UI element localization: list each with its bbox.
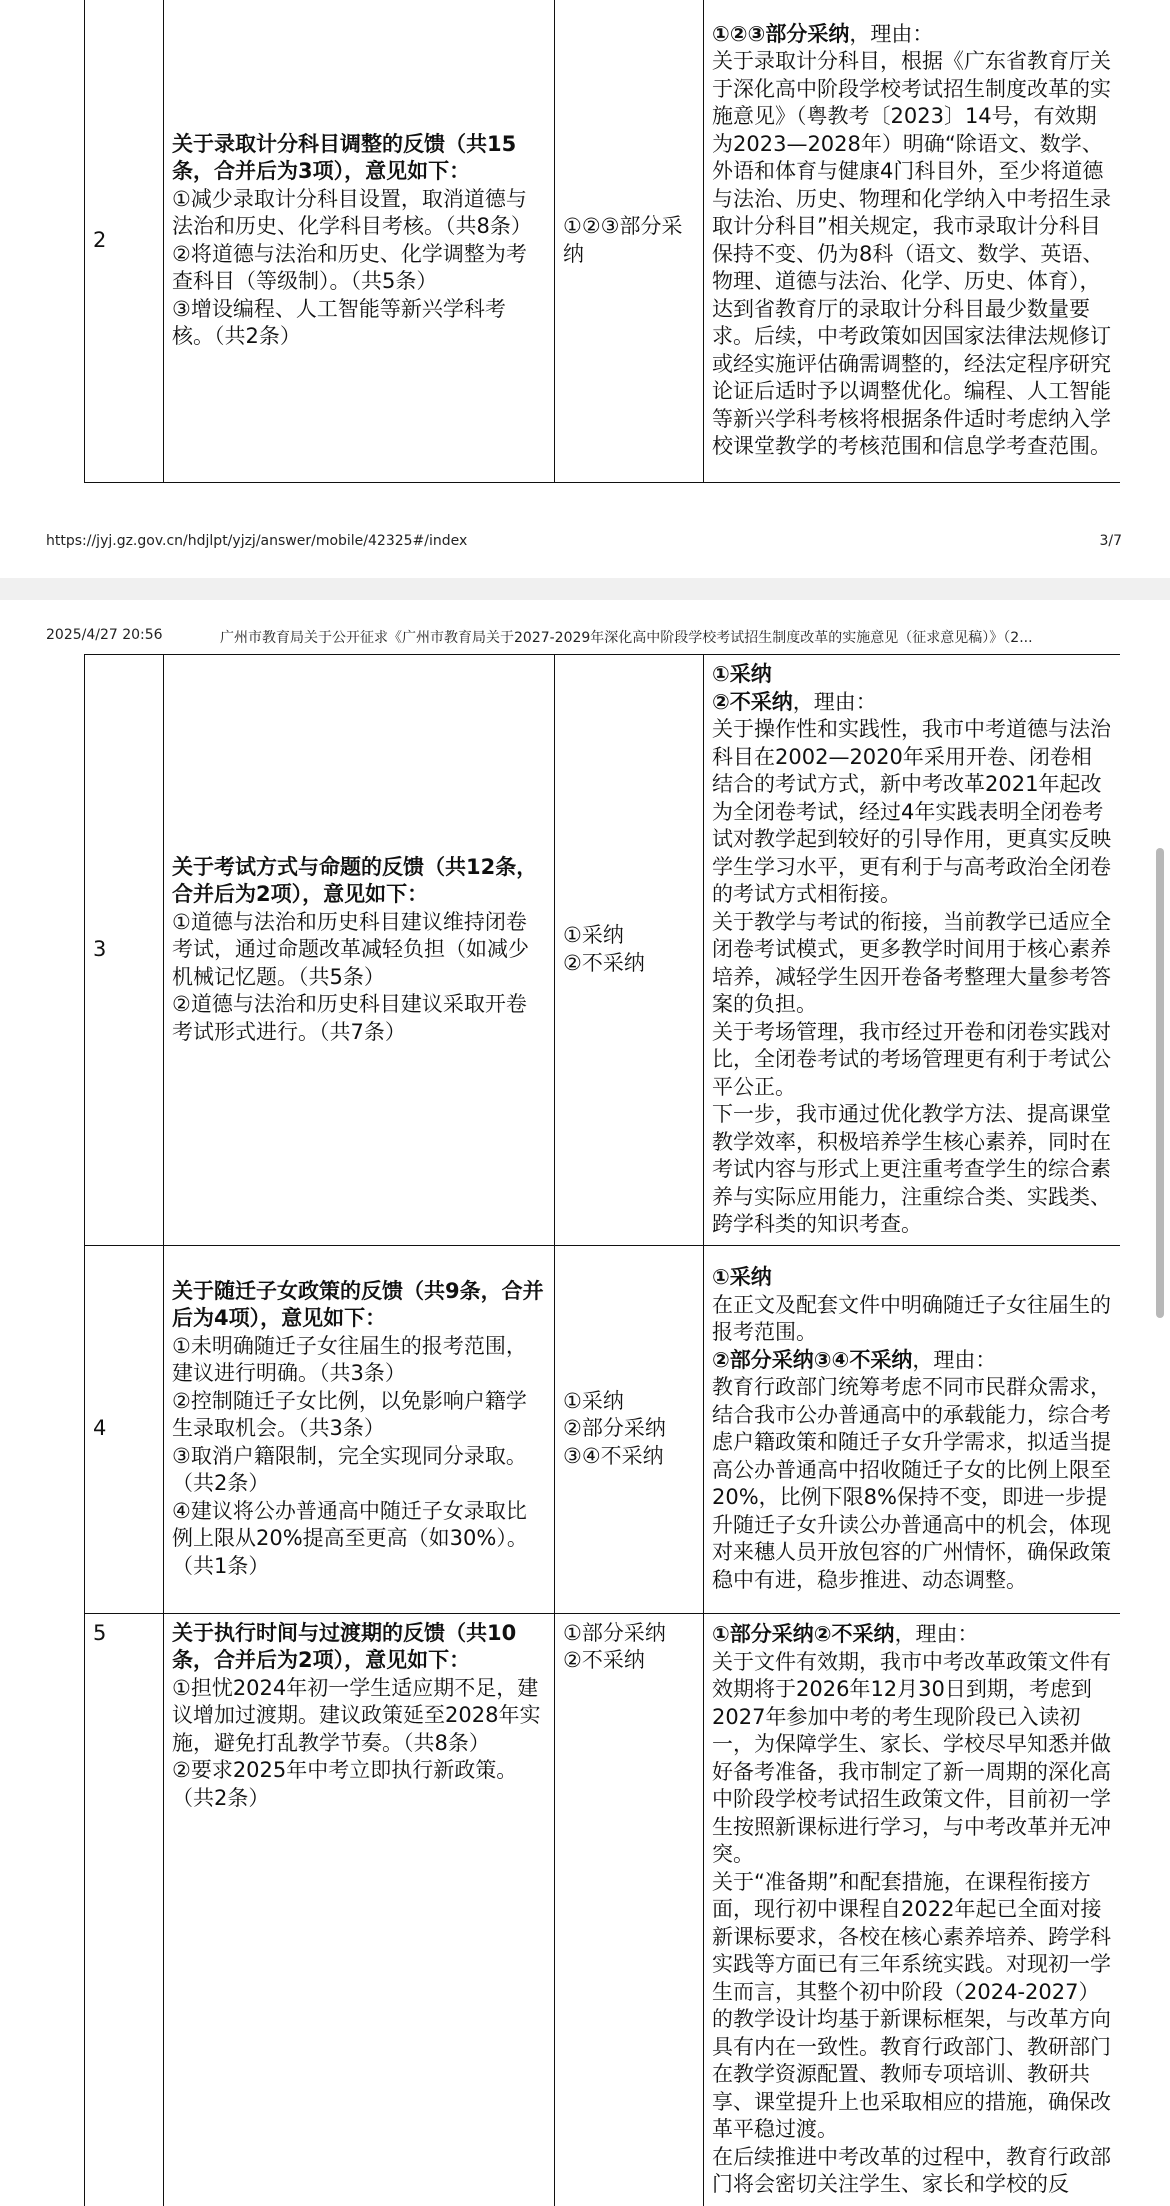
feedback-item: ②要求2025年中考立即执行新政策。（共2条）	[172, 1758, 518, 1810]
page-4-fragment	[0, 600, 1170, 2204]
feedback-item: ①道德与法治和历史科目建议维持闭卷考试，通过命题改革减轻负担（如减少机械记忆题。（共5条）	[172, 909, 529, 989]
feedback-item: ①担忧2024年初一学生适应期不足，建议增加过渡期。建议政策延至2028年实施，避免打乱教学节奏。（共8条）	[172, 1675, 541, 1755]
result-line: ①②③部分采纳	[563, 214, 683, 266]
table-row	[85, 655, 1121, 1246]
feedback-item: ③取消户籍限制，完全实现同分录取。（共2条）	[172, 1443, 527, 1496]
reason-paragraph: 关于操作性和实践性，我市中考道德与法治科目在2002—2020年采用开卷、闭卷相结合的考试方式，新中考改革2021年起改为全闭卷考试，经过4年实践表明全闭卷考试对教学起到较好的引导作用，更真实反映学生学习水平，更有利于与高考政治全闭卷的考试方式相衔接。	[712, 717, 1111, 906]
reason-heading-suffix: ，理由：	[894, 1622, 979, 1646]
feedback-table-page4	[84, 654, 1120, 2206]
reason-heading: ①②③部分采纳	[712, 21, 850, 46]
feedback-item: ③增设编程、人工智能等新兴学科考核。（共2条）	[172, 296, 506, 349]
header-datetime: 2025/4/27 20:56	[46, 627, 163, 643]
reason-paragraph: 关于教学与考试的衔接，当前教学已适应全闭卷考试模式，更多教学时间用于核心素养培养，减轻学生因开卷备考整理大量参考答案的负担。	[712, 909, 1111, 1016]
feedback-item: ④建议将公办普通高中随迁子女录取比例上限从20%提高至更高（如30%）。（共1条）	[172, 1498, 528, 1578]
feedback-title: 关于随迁子女政策的反馈（共9条，合并后为4项），意见如下：	[172, 1278, 544, 1331]
reason-heading-suffix: ，理由：	[792, 689, 877, 714]
result-line: ②不采纳	[563, 950, 645, 975]
footer-page-number: 3/7	[1099, 533, 1122, 549]
reason-heading: ①采纳	[712, 1265, 772, 1289]
result-cell	[555, 655, 704, 1246]
feedback-title: 关于录取计分科目调整的反馈（共15条，合并后为3项），意见如下：	[172, 131, 517, 184]
feedback-item: ②道德与法治和历史科目建议采取开卷考试形式进行。（共7条）	[172, 992, 527, 1044]
page-3-fragment	[0, 0, 1170, 578]
result-cell	[555, 1613, 704, 2206]
reason-heading: ①采纳	[712, 662, 772, 686]
feedback-cell	[164, 1245, 555, 1613]
result-cell	[555, 0, 704, 482]
feedback-cell	[164, 1613, 555, 2206]
reason-paragraph: 关于“准备期”和配套措施，在课程衔接方面，现行初中课程自2022年起已全面对接新课标要求，各校在核心素养培养、跨学科实践等方面已有三年系统实践。对现初一学生而言，其整个初中阶段（2024-2027）的教学设计均基于新课标框架，与改革方向具有内在一致性。教育行政部门、教研部门在教学资源配置、教师专项培训、教研共享、课堂提升上也采取相应的措施，确保改革平稳过渡。	[712, 1869, 1111, 2141]
feedback-item: ①减少录取计分科目设置，取消道德与法治和历史、化学科目考核。（共8条）	[172, 186, 532, 239]
feedback-item: ②控制随迁子女比例，以免影响户籍学生录取机会。（共3条）	[172, 1388, 527, 1441]
reason-cell	[704, 0, 1121, 482]
result-line: ③④不采纳	[563, 1443, 664, 1468]
table-row	[85, 0, 1121, 482]
row-number: 2	[85, 0, 164, 482]
reason-heading-suffix: ，理由：	[912, 1347, 997, 1372]
result-line: ①采纳	[563, 923, 624, 948]
result-line: ①部分采纳	[563, 1620, 666, 1645]
vertical-scrollbar[interactable]	[1156, 848, 1164, 1318]
result-line: ②不采纳	[563, 1648, 645, 1672]
reason-heading-suffix: ，理由：	[849, 21, 934, 46]
row-number: 5	[85, 1613, 164, 2206]
reason-heading: ②不采纳	[712, 689, 793, 714]
reason-cell	[704, 655, 1121, 1246]
feedback-item: ①未明确随迁子女往届生的报考范围，建议进行明确。（共3条）	[172, 1333, 527, 1386]
feedback-item: ②将道德与法治和历史、化学调整为考查科目（等级制）。（共5条）	[172, 241, 527, 294]
reason-paragraph: 关于文件有效期，我市中考改革政策文件有效期将于2026年12月30日到期，考虑到2027年参加中考的考生现阶段已入读初一，为保障学生、家长、学校尽早知悉并做好备考准备，我市制定了新一周期的深化高中阶段学校考试招生政策文件，目前初一学生按照新课标进行学习，与中考改革并无冲突。	[712, 1649, 1111, 1866]
reason-heading: ①部分采纳②不采纳	[712, 1622, 895, 1646]
reason-cell	[704, 1613, 1121, 2206]
row-number: 4	[85, 1245, 164, 1613]
row-number: 3	[85, 655, 164, 1246]
reason-heading: ②部分采纳③④不采纳	[712, 1347, 913, 1372]
reason-paragraph: 关于考场管理，我市经过开卷和闭卷实践对比，全闭卷考试的考场管理更有利于考试公平公正。	[712, 1019, 1111, 1099]
reason-paragraph: 在正文及配套文件中明确随迁子女往届生的报考范围。	[712, 1292, 1111, 1344]
reason-paragraph: 教育行政部门统筹考虑不同市民群众需求，结合我市公办普通高中的承载能力，综合考虑户籍政策和随迁子女升学需求，拟适当提高公办普通高中招收随迁子女的比例上限至20%，比例下限8%保持不变，即进一步提升随迁子女升读公办普通高中的机会，体现对来穗人员开放包容的广州情怀，确保政策稳中有进，稳步推进、动态调整。	[712, 1375, 1111, 1592]
reason-paragraph: 在后续推进中考改革的过程中，教育行政部门将会密切关注学生、家长和学校的反	[712, 2144, 1111, 2196]
feedback-title: 关于考试方式与命题的反馈（共12条，合并后为2项），意见如下：	[172, 854, 538, 906]
reason-cell	[704, 1245, 1121, 1613]
feedback-cell	[164, 0, 555, 482]
feedback-cell	[164, 655, 555, 1246]
table-row	[85, 1245, 1121, 1613]
result-cell	[555, 1245, 704, 1613]
reason-paragraph: 下一步，我市通过优化教学方法、提高课堂教学效率，积极培养学生核心素养，同时在考试内容与形式上更注重考查学生的综合素养与实际应用能力，注重综合类、实践类、跨学科类的知识考查。	[712, 1102, 1111, 1236]
footer-url: https://jyj.gz.gov.cn/hdjlpt/yjzj/answer/mobile/42325#/index	[46, 533, 468, 549]
result-line: ①采纳	[563, 1388, 624, 1413]
result-line: ②部分采纳	[563, 1416, 666, 1441]
table-row	[85, 1613, 1121, 2206]
reason-paragraph: 关于录取计分科目，根据《广东省教育厅关于深化高中阶段学校考试招生制度改革的实施意见》（粤教考〔2023〕14号，有效期为2023—2028年）明确“除语文、数学、外语和体育与健康4门科目外，至少将道德与法治、历史、物理和化学纳入中考招生录取计分科目”相关规定，我市录取计分科目保持不变、仍为8科（语文、数学、英语、物理、道德与法治、化学、历史、体育），达到省教育厅的录取计分科目最少数量要求。后续，中考政策如因国家法律法规修订或经实施评估确需调整的，经法定程序研究论证后适时予以调整优化。编程、人工智能等新兴学科考核将根据条件适时考虑纳入学校课堂教学的考核范围和信息学考查范围。	[712, 49, 1111, 459]
feedback-table-page3	[84, 0, 1120, 483]
page-gap	[0, 578, 1170, 600]
feedback-title: 关于执行时间与过渡期的反馈（共10条，合并后为2项），意见如下：	[172, 1620, 517, 1672]
header-title: 广州市教育局关于公开征求《广州市教育局关于2027-2029年深化高中阶段学校考试招生制度改革的实施意见（征求意见稿）》（2...	[220, 630, 1033, 646]
